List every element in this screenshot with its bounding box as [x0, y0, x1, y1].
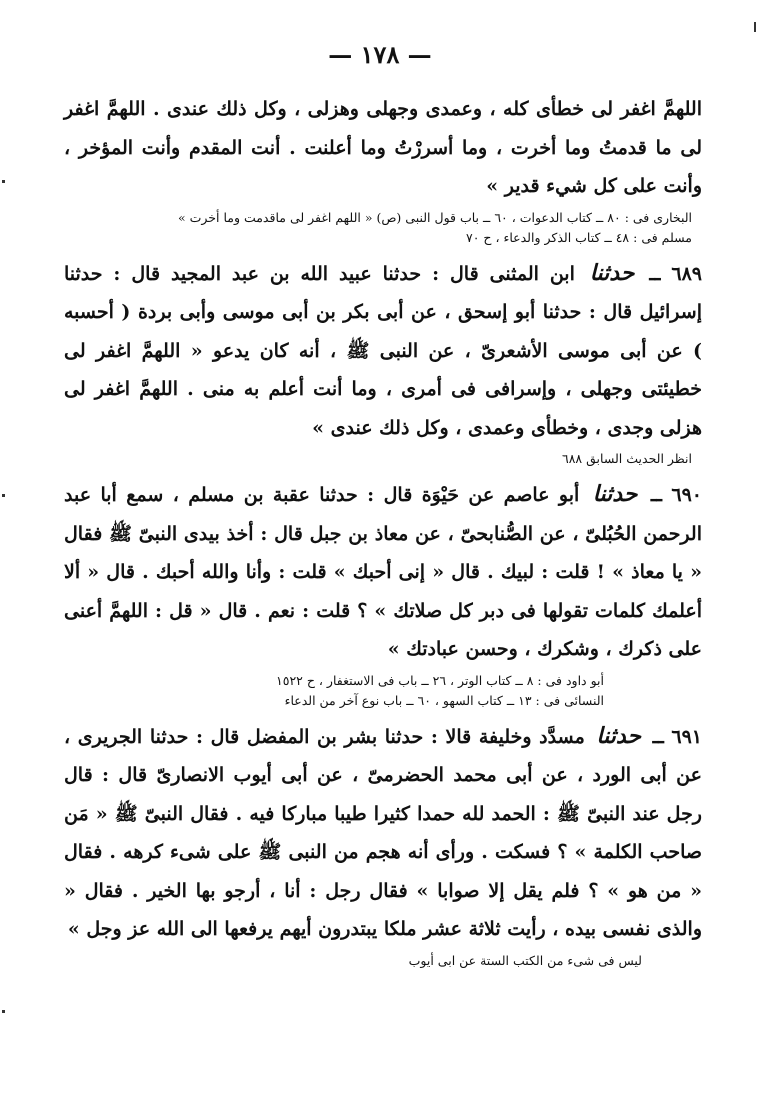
haddathana-word: حدثنا [592, 481, 638, 507]
reference-line: مسلم فى : ٤٨ ــ كتاب الذكر والدعاء ، ح ٧٠ [466, 229, 692, 245]
hadith-689-text: ابن المثنى قال : حدثنا عبيد الله بن عبد المجيد قال : حدثنا إسرائيل قال : حدثنا أبو إسحق ، عن أبى بكر بن أبى موسى وأبى بردة ( أحسبه ) عن أبى موسى الأشعرىّ ، عن النبى ﷺ ، أنه كان يدعو « اللهمَّ اغفر لى خطيئتى وجهلى ، وإسرافى فى أمرى ، وما أنت أعلم به منى . اللهمَّ اغفر لى هزلى وجدى ، وخطأى وعمدى ، وكل ذلك عندى » [64, 262, 702, 439]
hadith-688-references [64, 208, 702, 248]
hadith-number: ٦٨٩ ــ [649, 262, 703, 285]
haddathana-word: حدثنا [589, 259, 635, 286]
haddathana-word: حدثنا [596, 722, 641, 749]
scan-mark [2, 494, 5, 497]
hadith-689 [64, 254, 702, 448]
hadith-688-text: اللهمَّ اغفر لى خطأى كله ، وعمدى وجهلى وهزلى ، وكل ذلك عندى . اللهمَّ اغفر لى ما قدمتُ وما أخرت ، وما أسررْتُ وما أعلنت . أنت المقدم وأنت المؤخر ، وأنت على كل شيء قدير » [64, 98, 702, 197]
hadith-691 [64, 717, 702, 949]
reference-line: أبو داود فى : ٨ ــ كتاب الوتر ، ٢٦ ــ باب فى الاستغفار ، ح ١٥٢٢ [276, 672, 604, 688]
scan-mark [2, 1010, 5, 1013]
hadith-690-text: أبو عاصم عن حَيْوَة قال : حدثنا عقبة بن مسلم ، سمع أبا عبد الرحمن الحُبُلىّ ، عن الصُّنابحىّ ، عن معاذ بن جبل قال : أخذ بيدى النبىّ ﷺ فقال « يا معاذ » ! قلت : لبيك . قال « إنى أحبك » قلت : وأنا والله أحبك . قال « ألا أعلمك كلمات تقولها فى دبر كل صلاتك » ؟ قلت : نعم . قال « قل : اللهمَّ أعنى على ذكرك ، وشكرك ، وحسن عبادتك » [64, 484, 702, 660]
reference-line: النسائى فى : ١٣ ــ كتاب السهو ، ٦٠ ــ باب نوع آخر من الدعاء [284, 692, 604, 708]
hadith-690 [64, 475, 702, 669]
scan-mark [2, 180, 5, 183]
scan-mark [754, 22, 756, 32]
page-number: — ١٧٨ — [328, 40, 432, 69]
reference-line: ليس فى شىء من الكتب الستة عن ابى أيوب [408, 952, 642, 968]
hadith-691-references [64, 951, 702, 971]
hadith-691-text: مسدَّد وخليفة قالا : حدثنا بشر بن المفضل قال : حدثنا الجريرى ، عن أبى الورد ، عن أبى محمد الحضرمىّ ، عن أبى أيوب الانصارىّ قال : قال رجل عند النبىّ ﷺ : الحمد لله حمدا كثيرا طيبا مباركا فيه . فقال النبىّ ﷺ « مَن صاحب الكلمة » ؟ فسكت . ورأى أنه هجم من النبى ﷺ على شىء كرهه . فقال « من هو » ؟ فلم يقل إلا صوابا » فقال رجل : أنا ، أرجو بها الخير . فقال « والذى نفسى بيده ، رأيت ثلاثة عشر ملكا يبتدرون أيهم يرفعها الى الله عز وجل » [64, 725, 702, 940]
page-content [64, 90, 702, 977]
hadith-690-references [64, 671, 702, 711]
hadith-number: ٦٩١ ــ [652, 725, 702, 748]
reference-line: البخارى فى : ٨٠ ــ كتاب الدعوات ، ٦٠ ــ باب قول النبى (ص) « اللهم اغفر لى ماقدمت وما أخرت » [177, 209, 692, 225]
hadith-number: ٦٩٠ ــ [650, 484, 703, 506]
hadith-689-references [64, 449, 702, 469]
reference-line: انظر الحديث السابق ٦٨٨ [562, 451, 692, 466]
